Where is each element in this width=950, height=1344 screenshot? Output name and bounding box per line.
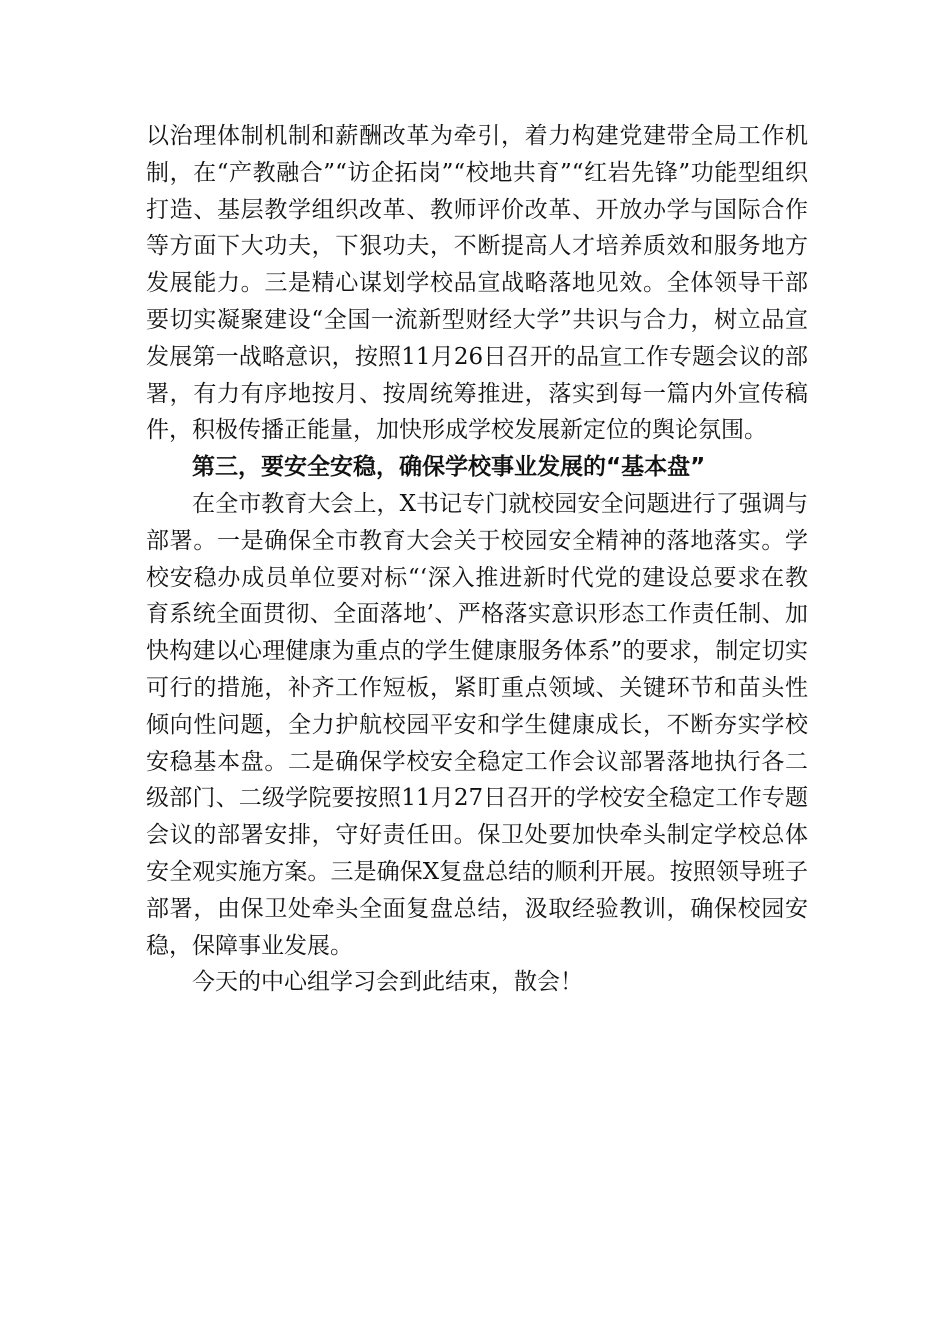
paragraph-continuation: 以治理体制机制和薪酬改革为牵引，着力构建党建带全局工作机制，在“产教融合”“访企拓岗”“校地共育”“红岩先锋”功能型组织打造、基层教学组织改革、教师评价改革、开放办学与国际合作等方面下大功夫，下狠功夫，不断提高人才培养质效和服务地方发展能力。三是精心谋划学校品宣战略落地见效。全体领导干部要切实凝聚建设“全国一流新型财经大学”共识与合力，树立品宣发展第一战略意识，按照11月26日召开的品宣工作专题会议的部署，有力有序地按月、按周统筹推进，落实到每一篇内外宣传稿件，积极传播正能量，加快形成学校发展新定位的舆论氛围。 — [146, 123, 808, 444]
section-heading-third: 第三，要安全安稳，确保学校事业发展的“基本盘” — [192, 454, 706, 481]
paragraph-closing: 今天的中心组学习会到此结束，散会！ — [192, 969, 583, 996]
document-body — [146, 118, 808, 1001]
paragraph-campus-safety: 在全市教育大会上，X书记专门就校园安全问题进行了强调与部署。一是确保全市教育大会关于校园安全精神的落地落实。学校安稳办成员单位要对标“‘深入推进新时代党的建设总要求在教育系统全面贯彻、全面落地’、严格落实意识形态工作责任制、加快构建以心理健康为重点的学生健康服务体系”的要求，制定切实可行的措施，补齐工作短板，紧盯重点领域、关键环节和苗头性倾向性问题，全力护航校园平安和学生健康成长，不断夯实学校安稳基本盘。二是确保学校安全稳定工作会议部署落地执行各二级部门、二级学院要按照11月27日召开的学校安全稳定工作专题会议的部署安排，守好责任田。保卫处要加快牵头制定学校总体安全观实施方案。三是确保X复盘总结的顺利开展。按照领导班子部署，由保卫处牵头全面复盘总结，汲取经验教训，确保校园安稳，保障事业发展。 — [146, 490, 808, 959]
